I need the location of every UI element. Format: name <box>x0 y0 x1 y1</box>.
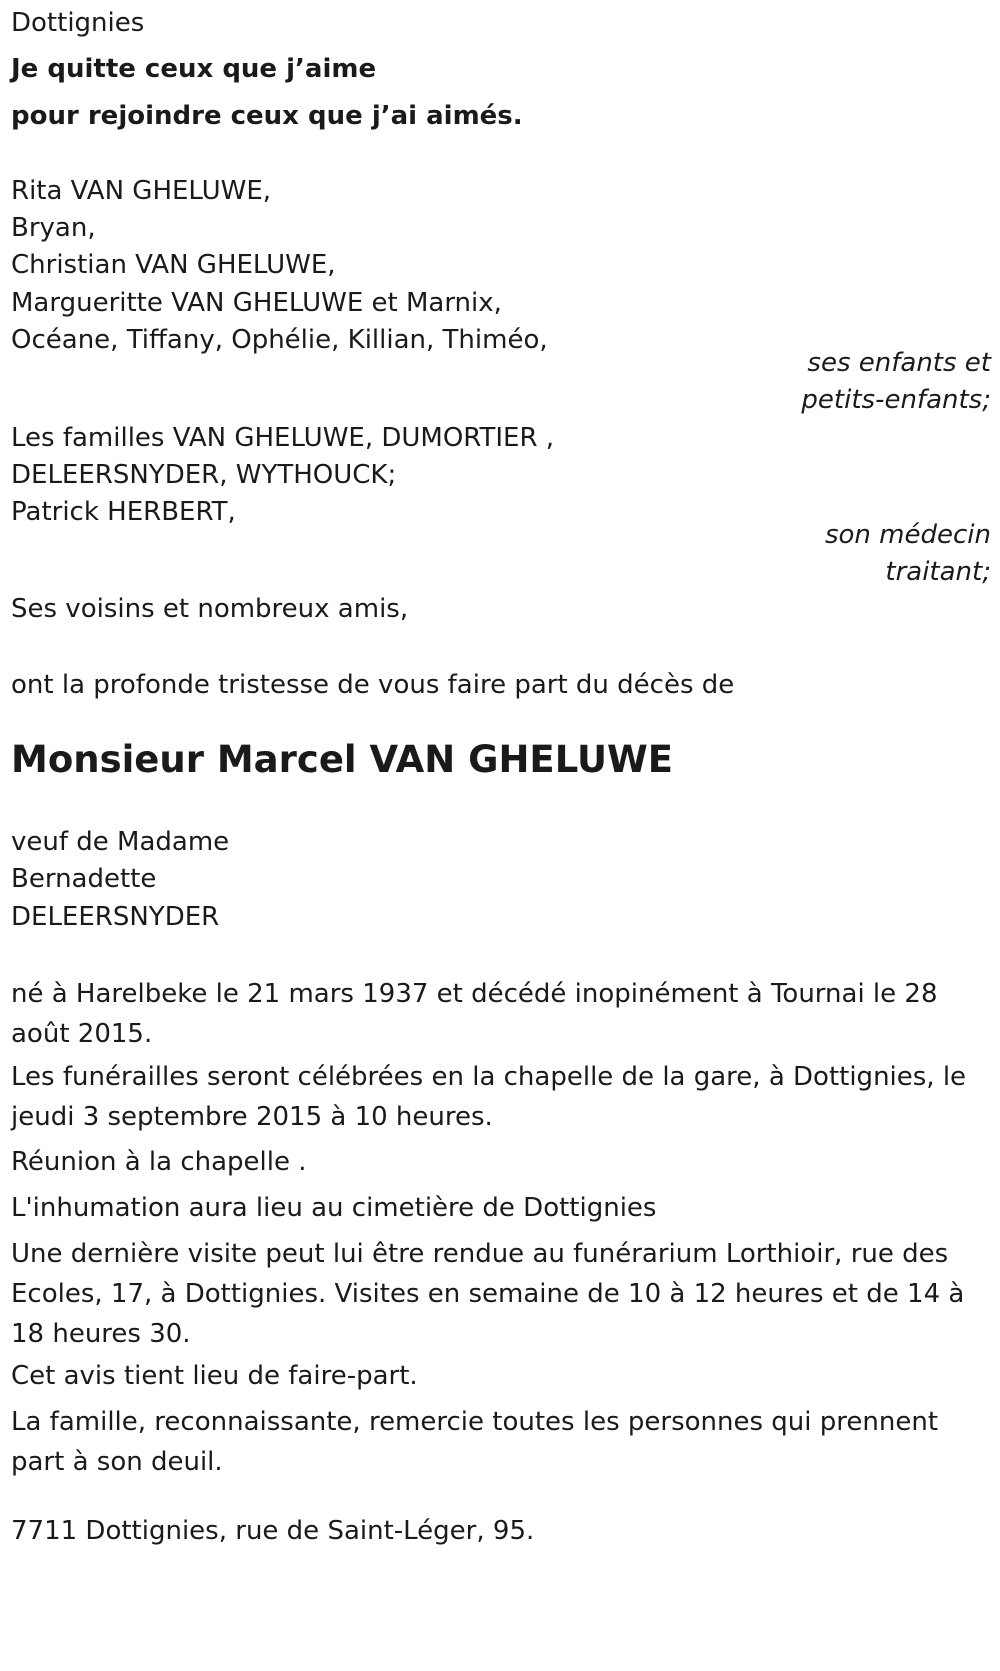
quote-line-1: Je quitte ceux que j’aime <box>11 54 377 84</box>
family-child-2: Bryan, <box>11 213 96 243</box>
families-line-1: Les familles VAN GHELUWE, DUMORTIER , <box>11 423 555 453</box>
burial-paragraph: L'inhumation aura lieu au cimetière de Dottignies <box>11 1193 657 1223</box>
thanks-paragraph: La famille, reconnaissante, remercie toutes les personnes qui prennent part à son deuil. <box>11 1407 939 1477</box>
family-child-5: Océane, Tiffany, Ophélie, Killian, Thiméo, <box>11 325 548 355</box>
meeting-paragraph: Réunion à la chapelle . <box>11 1147 307 1177</box>
family-child-4: Margueritte VAN GHELUWE et Marnix, <box>11 288 502 318</box>
widower-line-2: Bernadette <box>11 864 157 894</box>
widower-line-1: veuf de Madame <box>11 827 230 857</box>
doctor-role-line-1: son médecin <box>824 520 991 550</box>
place-heading: Dottignies <box>11 8 145 38</box>
address-line: 7711 Dottignies, rue de Saint-Léger, 95. <box>11 1516 535 1546</box>
families-line-2: DELEERSNYDER, WYTHOUCK; <box>11 460 397 490</box>
funeral-paragraph: Les funérailles seront célébrées en la chapelle de la gare, à Dottignies, le jeudi 3 septembre 2015 à 10 heures. <box>11 1062 967 1132</box>
doctor-role-line-2: traitant; <box>885 557 991 587</box>
children-role-line-2: petits-enfants; <box>801 385 991 415</box>
family-child-1: Rita VAN GHELUWE, <box>11 176 272 206</box>
doctor-name: Patrick HERBERT, <box>11 497 236 527</box>
family-child-3: Christian VAN GHELUWE, <box>11 250 336 280</box>
friends-line: Ses voisins et nombreux amis, <box>11 594 409 624</box>
notice-paragraph: Cet avis tient lieu de faire-part. <box>11 1361 418 1391</box>
birth-death-paragraph: né à Harelbeke le 21 mars 1937 et décédé inopinément à Tournai le 28 août 2015. <box>11 979 938 1049</box>
visit-paragraph: Une dernière visite peut lui être rendue au funérarium Lorthioir, rue des Ecoles, 17, à Dottignies. Visites en semaine de 10 à 12 heures et de 14 à 18 heures 30. <box>11 1239 965 1349</box>
deceased-name: Monsieur Marcel VAN GHELUWE <box>11 738 674 781</box>
children-role-line-1: ses enfants et <box>807 348 991 378</box>
quote-line-2: pour rejoindre ceux que j’ai aimés. <box>11 101 523 131</box>
widower-line-3: DELEERSNYDER <box>11 902 220 932</box>
announcement-text: ont la profonde tristesse de vous faire part du décès de <box>11 670 735 700</box>
